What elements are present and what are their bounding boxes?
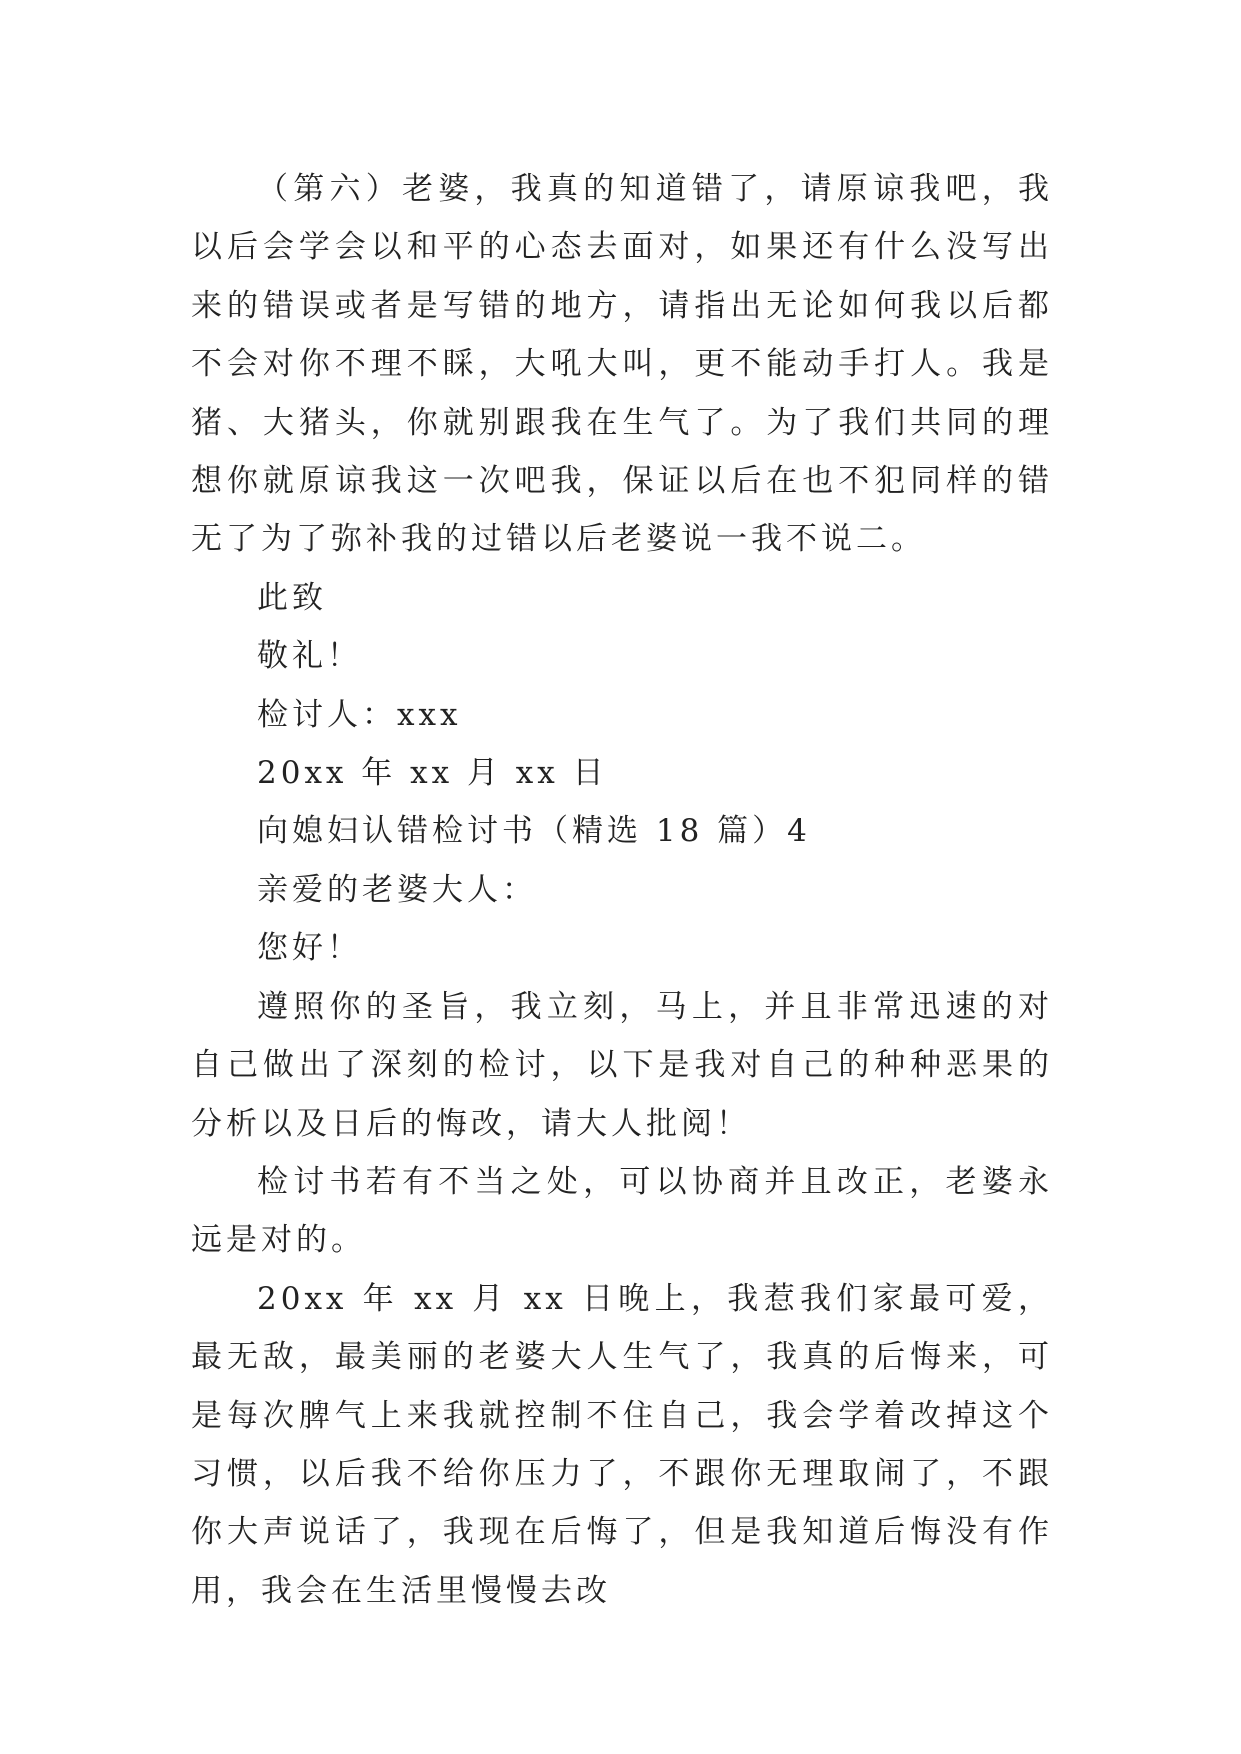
closing-regards: 敬礼！: [257, 638, 362, 675]
signature-date: 20xx 年 xx 月 xx 日: [257, 755, 608, 792]
closing-salutation: 此致: [257, 579, 327, 616]
document-body: [191, 160, 1053, 1620]
signature-author: 检讨人：xxx: [257, 696, 462, 733]
paragraph-apology-sixth: （第六）老婆，我真的知道错了，请原谅我吧，我以后会学会以和平的心态去面对，如果还有什么没写出来的错误或者是写错的地方，请指出无论如何我以后都不会对你不理不睬，大吼大叫，更不能动手打人。我是猪、大猪头，你就别跟我在生气了。为了我们共同的理想你就原谅我这一次吧我，保证以后在也不犯同样的错无了为了弥补我的过错以后老婆说一我不说二。: [191, 171, 1053, 558]
paragraph-negotiable: 检讨书若有不当之处，可以协商并且改正，老婆永远是对的。: [191, 1163, 1053, 1259]
letter-greeting: 亲爱的老婆大人：: [257, 871, 537, 908]
section-heading: 向媳妇认错检讨书（精选 18 篇）4: [257, 813, 811, 850]
paragraph-incident: 20xx 年 xx 月 xx 日晚上，我惹我们家最可爱，最无敌，最美丽的老婆大人生气了，我真的后悔来，可是每次脾气上来我就控制不住自己，我会学着改掉这个习惯，以后我不给你压力了，不跟你无理取闹了，不跟你大声说话了，我现在后悔了，但是我知道后悔没有作用，我会在生活里慢慢去改: [191, 1280, 1053, 1609]
paragraph-intro: 遵照你的圣旨，我立刻，马上，并且非常迅速的对自己做出了深刻的检讨，以下是我对自己的种种恶果的分析以及日后的悔改，请大人批阅！: [191, 988, 1053, 1142]
letter-hello: 您好！: [257, 930, 362, 967]
